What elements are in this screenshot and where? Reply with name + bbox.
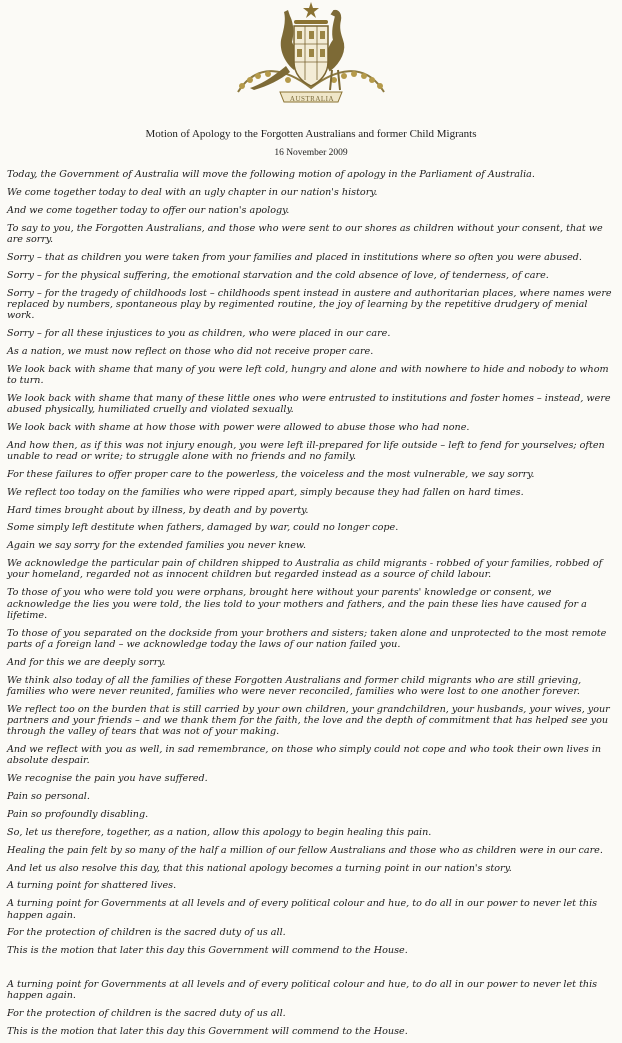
paragraph: For the protection of children is the sacred duty of us all.	[7, 1007, 286, 1019]
paragraph: We come together today to deal with an ugly chapter in our nation's history.	[7, 186, 378, 198]
paragraph: Pain so personal.	[7, 791, 90, 802]
paragraph: This is the motion that later this day this Government will commend to the House.	[7, 1025, 408, 1037]
paragraph: We recognise the pain you have suffered.	[7, 773, 208, 785]
paragraph: To say to you, the Forgotten Australians, and those who were sent to our shores as children without your consent, that we are sorry.	[7, 222, 603, 245]
paragraph: Today, the Government of Australia will move the following motion of apology in the Parliament of Australia.	[7, 169, 535, 180]
paragraph: For the protection of children is the sacred duty of us all.	[7, 927, 286, 939]
paragraph: Healing the pain felt by so many of the half a million of our fellow Australians and those who as children were in our care.	[7, 844, 603, 856]
paragraph: Sorry – for the tragedy of childhoods lost – childhoods spent instead in austere and authoritarian places, where names were replaced by numbers, spontaneous play by regimented routine, the joy of learning by the repetitive drudgery of menial work.	[7, 287, 612, 321]
coat-of-arms	[0, 0, 622, 120]
paragraph: We acknowledge the particular pain of children shipped to Australia as child migrants - robbed of your families, robbed of your homeland, regarded not as innocent children but regarded instead as a source of child labour.	[7, 558, 603, 581]
crest-scroll-label: AUSTRALIA	[289, 95, 335, 103]
paragraph: And we reflect with you as well, in sad remembrance, on those who simply could not cope and who took their own lives in absolute despair.	[7, 744, 602, 767]
paragraph: We look back with shame that many of these little ones who were entrusted to institutions and foster homes – instead, were abused physically, humiliated cruelly and violated sexually.	[7, 392, 611, 415]
paragraph: We reflect too on the burden that is still carried by your own children, your grandchildren, your husbands, your wives, your partners and your friends – and we thank them for the faith, the love and the depth of commitment that has helped see you through the valley of tears that was not of your making.	[7, 703, 610, 738]
paragraph: A turning point for Governments at all levels and of every political colour and hue, to do all in our power to never let this happen again.	[7, 978, 598, 1001]
paragraph: And we come together today to offer our nation's apology.	[7, 204, 290, 216]
document-date: 16 November 2009	[274, 148, 348, 158]
paragraph: We look back with shame that many of you were left cold, hungry and alone and with nowhere to hide and nobody to whom to turn.	[7, 363, 609, 386]
paragraph: Sorry – for all these injustices to you as children, who were placed in our care.	[7, 327, 391, 339]
apology-text	[7, 169, 613, 1043]
page-title: Motion of Apology to the Forgotten Australians and former Child Migrants	[145, 128, 477, 140]
paragraph: And for this we are deeply sorry.	[7, 656, 166, 668]
paragraph: For these failures to offer proper care to the powerless, the voiceless and the most vulnerable, we say sorry.	[7, 468, 535, 480]
paragraph: Pain so profoundly disabling.	[7, 808, 149, 820]
paragraph: As a nation, we must now reflect on those who did not receive proper care.	[7, 345, 374, 357]
paragraph: A turning point for shattered lives.	[7, 880, 177, 892]
paragraph: We think also today of all the families of these Forgotten Australians and former child migrants who are still grieving, families who were never reunited, families who were never reconciled, families who were lost to one another forever.	[7, 674, 582, 697]
paragraph: And let us also resolve this day, that this national apology becomes a turning point in our nation's story.	[7, 862, 512, 874]
paragraph: Hard times brought about by illness, by death and by poverty.	[7, 504, 309, 516]
paragraph: Sorry – that as children you were taken from your families and placed in institutions where so often you were abused.	[7, 251, 582, 263]
paragraph: So, let us therefore, together, as a nation, allow this apology to begin healing this pain.	[7, 826, 432, 838]
paragraph: We look back with shame at how those with power were allowed to abuse those who had none.	[7, 421, 470, 433]
paragraph: And how then, as if this was not injury enough, you were left ill-prepared for life outside – left to fend for yourselves; often unable to read or write; to struggle alone with no friends and no family.	[7, 439, 605, 462]
paragraph: Some simply left destitute when fathers, damaged by war, could no longer cope.	[7, 522, 399, 534]
paragraph: This is the motion that later this day this Government will commend to the House.	[7, 945, 408, 957]
paragraph: Again we say sorry for the extended families you never knew.	[7, 540, 307, 552]
paragraph: Sorry – for the physical suffering, the emotional starvation and the cold absence of love, of tenderness, of care.	[7, 269, 549, 281]
paragraph: We reflect too today on the families who were ripped apart, simply because they had fallen on hard times.	[7, 486, 524, 498]
paragraph: To those of you who were told you were orphans, brought here without your parents' knowledge or consent, we acknowledge the lies you were told, the lies told to your mothers and fathers, and the pain these lies have caused for a lifetime.	[7, 587, 587, 621]
paragraph: To those of you separated on the dockside from your brothers and sisters; taken alone and unprotected to the most remote parts of a foreign land – we acknowledge today the laws of our nation failed you.	[7, 627, 607, 650]
paragraph: A turning point for Governments at all levels and of every political colour and hue, to do all in our power to never let this happen again.	[7, 898, 598, 921]
